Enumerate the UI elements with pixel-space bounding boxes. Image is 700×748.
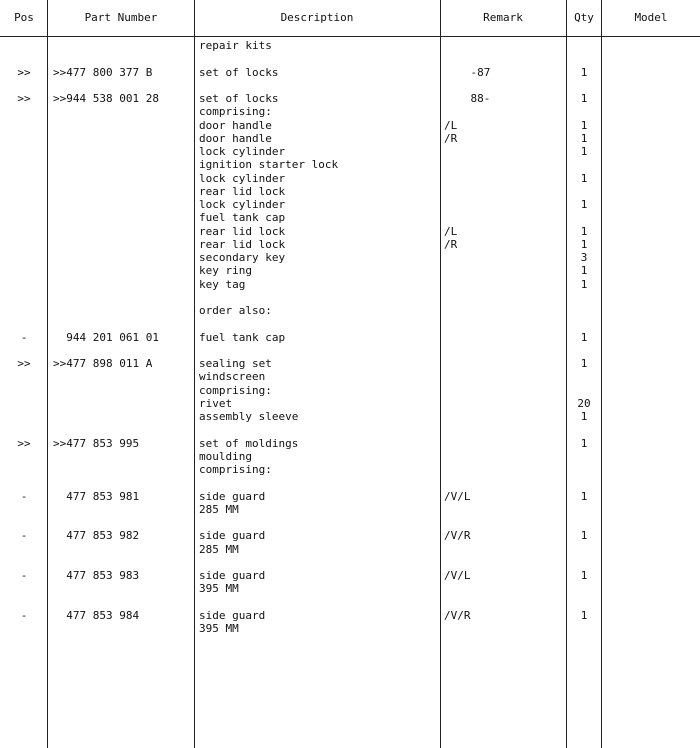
row-description: 395 MM — [199, 582, 239, 596]
row-qty: 20 — [577, 396, 591, 410]
row-description: lock cylinder — [199, 171, 286, 185]
row-pos: >> — [17, 436, 31, 450]
row-remark — [444, 543, 564, 557]
row-qty: 1 — [580, 529, 588, 543]
row-description: key tag — [199, 277, 246, 291]
row-remark — [444, 397, 564, 411]
row-remark — [444, 264, 564, 278]
row-pos — [0, 304, 48, 318]
row-description: side guard — [199, 489, 266, 503]
row-pos — [0, 158, 48, 172]
table-row — [0, 39, 700, 53]
row-description — [199, 79, 439, 93]
header-divider — [0, 36, 700, 37]
row-pos — [0, 410, 48, 424]
row-remark: -87 — [444, 65, 491, 79]
row-description: comprising: — [199, 383, 272, 397]
table-row — [0, 384, 700, 398]
row-part-number — [53, 450, 193, 464]
table-row — [0, 264, 700, 278]
row-pos — [0, 370, 48, 384]
table-row — [0, 569, 700, 583]
row-description: door handle — [199, 118, 272, 132]
row-description: lock cylinder — [199, 145, 286, 158]
row-part-number: 477 853 982 — [53, 529, 140, 543]
row-part-number — [53, 622, 193, 636]
table-row — [0, 238, 700, 252]
row-part-number — [53, 132, 193, 146]
row-part-number — [53, 503, 193, 517]
row-remark — [444, 410, 564, 424]
row-remark — [444, 251, 564, 265]
table-row — [0, 410, 700, 424]
row-qty — [567, 185, 601, 199]
row-description: key ring — [199, 264, 252, 278]
row-part-number — [53, 596, 193, 610]
row-pos — [0, 185, 48, 199]
table-row — [0, 543, 700, 557]
row-description — [199, 423, 439, 437]
table-row — [0, 172, 700, 186]
row-pos: >> — [17, 357, 31, 370]
row-qty: 1 — [580, 264, 588, 278]
row-description — [199, 291, 439, 305]
row-pos: >> — [17, 65, 31, 79]
row-description: windscreen — [199, 370, 266, 384]
row-qty: 1 — [580, 131, 588, 145]
row-pos — [0, 503, 48, 517]
row-qty: 1 — [580, 145, 588, 158]
row-pos — [0, 317, 48, 331]
row-remark — [444, 384, 564, 398]
table-row — [0, 66, 700, 80]
row-qty: 1 — [580, 410, 588, 423]
row-description: ignition starter lock — [199, 158, 339, 172]
row-description — [199, 344, 439, 358]
row-qty — [567, 622, 601, 636]
row-description: side guard — [199, 529, 266, 543]
row-pos — [0, 264, 48, 278]
table-row — [0, 397, 700, 411]
row-part-number: >>477 800 377 B — [53, 65, 153, 79]
row-remark — [444, 172, 564, 186]
row-description — [199, 52, 439, 66]
row-description: 285 MM — [199, 502, 239, 516]
row-pos — [0, 291, 48, 305]
row-qty — [567, 476, 601, 490]
row-pos — [0, 39, 48, 53]
row-description: assembly sleeve — [199, 410, 299, 423]
row-remark — [444, 198, 564, 212]
table-row — [0, 450, 700, 464]
row-qty — [567, 317, 601, 331]
row-part-number — [53, 119, 193, 133]
table-row — [0, 79, 700, 93]
table-row — [0, 582, 700, 596]
row-description — [199, 476, 439, 490]
row-remark — [444, 582, 564, 596]
row-qty: 1 — [580, 65, 588, 79]
row-part-number — [53, 225, 193, 239]
row-remark — [444, 516, 564, 530]
row-qty: 1 — [580, 224, 588, 238]
row-description: sealing set — [199, 357, 272, 370]
row-pos — [0, 423, 48, 437]
header-remark: Remark — [483, 11, 523, 24]
row-description: rear lid lock — [199, 237, 286, 251]
row-qty — [567, 543, 601, 557]
row-remark — [444, 344, 564, 358]
row-part-number — [53, 410, 193, 424]
table-row — [0, 529, 700, 543]
row-qty — [567, 463, 601, 477]
row-remark: /V/L — [444, 489, 471, 503]
table-row — [0, 609, 700, 623]
row-part-number: 477 853 984 — [53, 608, 140, 622]
row-description: fuel tank cap — [199, 330, 286, 344]
row-remark — [444, 423, 564, 437]
row-description: 395 MM — [199, 622, 239, 635]
table-row — [0, 251, 700, 265]
row-qty — [567, 516, 601, 530]
row-qty — [567, 503, 601, 517]
row-pos — [0, 172, 48, 186]
row-part-number — [53, 185, 193, 199]
table-row — [0, 278, 700, 292]
row-pos — [0, 397, 48, 411]
row-pos — [0, 211, 48, 225]
row-remark — [444, 622, 564, 636]
row-part-number — [53, 251, 193, 265]
row-part-number — [53, 39, 193, 53]
row-remark — [444, 450, 564, 464]
row-qty: 3 — [580, 251, 588, 264]
row-pos — [0, 132, 48, 146]
row-qty — [567, 39, 601, 53]
table-row — [0, 158, 700, 172]
row-remark — [444, 105, 564, 119]
row-pos — [0, 450, 48, 464]
row-part-number: 944 201 061 01 — [53, 330, 159, 344]
row-pos — [0, 384, 48, 398]
table-row — [0, 105, 700, 119]
table-row — [0, 211, 700, 225]
row-qty: 1 — [580, 198, 588, 211]
row-pos — [0, 463, 48, 477]
row-pos — [0, 119, 48, 133]
row-qty — [567, 344, 601, 358]
row-description: moulding — [199, 449, 252, 463]
row-part-number — [53, 423, 193, 437]
row-description: rivet — [199, 396, 233, 410]
row-description — [199, 596, 439, 610]
row-qty — [567, 52, 601, 66]
row-description: door handle — [199, 131, 272, 145]
row-pos — [0, 145, 48, 159]
table-row — [0, 490, 700, 504]
row-qty: 1 — [580, 171, 588, 185]
row-pos — [0, 251, 48, 265]
row-pos: >> — [17, 92, 31, 105]
row-description: side guard — [199, 569, 266, 582]
row-remark — [444, 145, 564, 159]
row-remark — [444, 291, 564, 305]
row-description: fuel tank cap — [199, 211, 286, 225]
row-pos — [0, 596, 48, 610]
table-row — [0, 119, 700, 133]
row-remark — [444, 437, 564, 451]
row-qty — [567, 291, 601, 305]
row-pos: - — [20, 608, 28, 622]
header-model: Model — [634, 11, 668, 24]
row-qty — [567, 79, 601, 93]
row-pos — [0, 225, 48, 239]
row-pos: - — [20, 489, 28, 503]
row-pos — [0, 556, 48, 570]
row-qty — [567, 556, 601, 570]
row-part-number: >>944 538 001 28 — [53, 92, 159, 105]
row-part-number — [53, 516, 193, 530]
row-part-number — [53, 211, 193, 225]
row-part-number: >>477 853 995 — [53, 436, 140, 450]
table-row — [0, 331, 700, 345]
row-qty: 1 — [580, 237, 588, 251]
row-part-number — [53, 397, 193, 411]
row-part-number — [53, 556, 193, 570]
row-remark: /L — [444, 224, 458, 238]
table-row — [0, 225, 700, 239]
table-row — [0, 304, 700, 318]
row-description: rear lid lock — [199, 184, 286, 198]
row-part-number — [53, 476, 193, 490]
row-part-number: >>477 898 011 A — [53, 357, 153, 370]
row-part-number — [53, 158, 193, 172]
table-row — [0, 92, 700, 106]
table-row — [0, 463, 700, 477]
table-row — [0, 357, 700, 371]
row-part-number — [53, 198, 193, 212]
row-part-number — [53, 278, 193, 292]
row-qty: 1 — [580, 330, 588, 344]
table-row — [0, 503, 700, 517]
header-part-number: Part Number — [84, 11, 158, 24]
row-qty: 1 — [580, 489, 588, 503]
row-remark — [444, 211, 564, 225]
row-qty: 1 — [580, 118, 588, 132]
row-part-number — [53, 145, 193, 159]
table-row — [0, 516, 700, 530]
table-row — [0, 52, 700, 66]
row-part-number — [53, 264, 193, 278]
row-part-number — [53, 291, 193, 305]
row-pos — [0, 543, 48, 557]
row-description: side guard — [199, 608, 266, 622]
row-qty: 1 — [580, 436, 588, 450]
row-remark: /L — [444, 118, 458, 132]
table-row — [0, 370, 700, 384]
row-part-number: 477 853 981 — [53, 489, 140, 503]
table-row — [0, 185, 700, 199]
row-description: comprising: — [199, 463, 272, 476]
row-qty — [567, 596, 601, 610]
row-remark — [444, 278, 564, 292]
row-pos: - — [20, 529, 28, 543]
row-description: set of locks — [199, 65, 279, 79]
row-description: set of locks — [199, 92, 279, 105]
table-row — [0, 344, 700, 358]
table-row — [0, 132, 700, 146]
row-qty — [567, 384, 601, 398]
row-remark — [444, 357, 564, 371]
table-row — [0, 476, 700, 490]
row-part-number — [53, 52, 193, 66]
row-remark — [444, 304, 564, 318]
row-part-number — [53, 105, 193, 119]
row-part-number — [53, 304, 193, 318]
row-qty — [567, 304, 601, 318]
table-row — [0, 622, 700, 636]
row-pos — [0, 278, 48, 292]
table-row — [0, 145, 700, 159]
row-qty — [567, 105, 601, 119]
row-description: lock cylinder — [199, 198, 286, 211]
row-part-number — [53, 172, 193, 186]
row-qty: 1 — [580, 92, 588, 105]
row-pos — [0, 52, 48, 66]
row-pos — [0, 516, 48, 530]
row-part-number — [53, 79, 193, 93]
row-part-number — [53, 370, 193, 384]
table-row — [0, 437, 700, 451]
row-remark — [444, 158, 564, 172]
row-remark — [444, 370, 564, 384]
row-description: repair kits — [199, 39, 272, 52]
row-pos: - — [20, 569, 28, 582]
row-qty: 1 — [580, 277, 588, 291]
row-remark — [444, 79, 564, 93]
row-pos — [0, 198, 48, 212]
row-description: secondary key — [199, 251, 286, 264]
row-description: rear lid lock — [199, 224, 286, 238]
row-pos — [0, 622, 48, 636]
row-qty — [567, 450, 601, 464]
table-row — [0, 291, 700, 305]
row-qty: 1 — [580, 357, 588, 370]
row-description — [199, 317, 439, 331]
row-remark: /V/L — [444, 569, 471, 582]
row-remark — [444, 317, 564, 331]
table-row — [0, 317, 700, 331]
row-part-number — [53, 344, 193, 358]
row-pos — [0, 582, 48, 596]
row-remark: /R — [444, 237, 458, 251]
row-qty — [567, 582, 601, 596]
row-qty — [567, 158, 601, 172]
header-pos: Pos — [14, 11, 34, 24]
row-part-number — [53, 543, 193, 557]
row-remark — [444, 331, 564, 345]
row-part-number — [53, 238, 193, 252]
row-remark — [444, 52, 564, 66]
row-pos — [0, 344, 48, 358]
row-description: comprising: — [199, 105, 272, 119]
row-pos — [0, 238, 48, 252]
row-description: order also: — [199, 304, 272, 317]
header-qty: Qty — [574, 11, 594, 24]
row-qty — [567, 211, 601, 225]
row-remark — [444, 596, 564, 610]
row-remark — [444, 556, 564, 570]
row-description — [199, 556, 439, 570]
table-row — [0, 596, 700, 610]
row-remark — [444, 463, 564, 477]
table-row — [0, 423, 700, 437]
row-qty — [567, 370, 601, 384]
table-row — [0, 556, 700, 570]
row-remark — [444, 185, 564, 199]
row-qty — [567, 423, 601, 437]
row-pos: - — [20, 330, 28, 344]
header-description: Description — [280, 11, 354, 24]
table-row — [0, 198, 700, 212]
row-pos — [0, 79, 48, 93]
row-part-number — [53, 582, 193, 596]
row-part-number — [53, 317, 193, 331]
row-part-number — [53, 463, 193, 477]
row-description — [199, 516, 439, 530]
row-remark: /V/R — [444, 529, 471, 543]
row-remark: /V/R — [444, 608, 471, 622]
row-remark — [444, 39, 564, 53]
row-part-number: 477 853 983 — [53, 569, 140, 582]
row-qty: 1 — [580, 569, 588, 582]
row-remark: 88- — [444, 92, 491, 105]
row-qty: 1 — [580, 608, 588, 622]
row-description: 285 MM — [199, 542, 239, 556]
row-description: set of moldings — [199, 436, 299, 450]
row-remark: /R — [444, 131, 458, 145]
row-part-number — [53, 384, 193, 398]
row-pos — [0, 105, 48, 119]
row-pos — [0, 476, 48, 490]
row-remark — [444, 476, 564, 490]
row-remark — [444, 503, 564, 517]
